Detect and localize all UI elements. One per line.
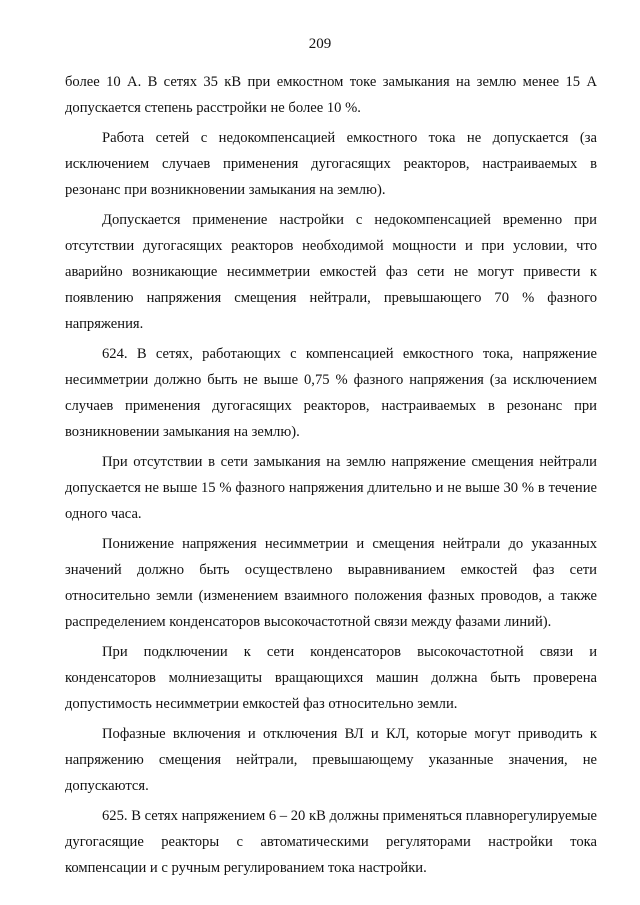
paragraph-asymmetry-reduction: Понижение напряжения несимметрии и смещения нейтрали до указанных значений должно быть осуществлено выравниванием емкостей фаз сети относительно земли (изменением взаимного положения фазных проводов, а также распределением конденсаторов высокочастотной связи между фазами линий).	[65, 536, 597, 630]
document-body	[65, 69, 597, 885]
paragraph-undercompensation: Работа сетей с недокомпенсацией емкостного тока не допускается (за исключением случаев применения дугогасящих реакторов, настраиваемых в резонанс при возникновении замыкания на землю).	[65, 130, 597, 198]
paragraph-clause-624: 624. В сетях, работающих с компенсацией емкостного тока, напряжение несимметрии должно быть не выше 0,75 % фазного напряжения (за исключением случаев применения дугогасящих реакторов, настраиваемых в резонанс при возникновении замыкания на землю).	[65, 346, 597, 440]
paragraph-clause-625: 625. В сетях напряжением 6 – 20 кВ должны применяться плавнорегулируемые дугогасящие реакторы с автоматическими регуляторами настройки тока компенсации и с ручным регулированием тока настройки.	[65, 808, 597, 876]
paragraph-temporary-undercompensation: Допускается применение настройки с недокомпенсацией временно при отсутствии дугогасящих реакторов необходимой мощности и при условии, что аварийно возникающие несимметрии емкостей фаз сети не могут привести к появлению напряжения смещения нейтрали, превышающего 70 % фазного напряжения.	[65, 212, 597, 332]
paragraph-capacitor-connection: При подключении к сети конденсаторов высокочастотной связи и конденсаторов молниезащиты вращающихся машин должна быть проверена допустимость несимметрии емкостей фаз относительно земли.	[65, 644, 597, 712]
paragraph-continuation: более 10 А. В сетях 35 кВ при емкостном токе замыкания на землю менее 15 А допускается степень расстройки не более 10 %.	[65, 74, 597, 116]
page-number: 209	[308, 36, 332, 52]
paragraph-neutral-displacement: При отсутствии в сети замыкания на землю напряжение смещения нейтрали допускается не выше 15 % фазного напряжения длительно и не выше 30 % в течение одного часа.	[65, 454, 597, 522]
paragraph-phase-switching: Пофазные включения и отключения ВЛ и КЛ, которые могут приводить к напряжению смещения нейтрали, превышающему указанные значения, не допускаются.	[65, 726, 597, 794]
